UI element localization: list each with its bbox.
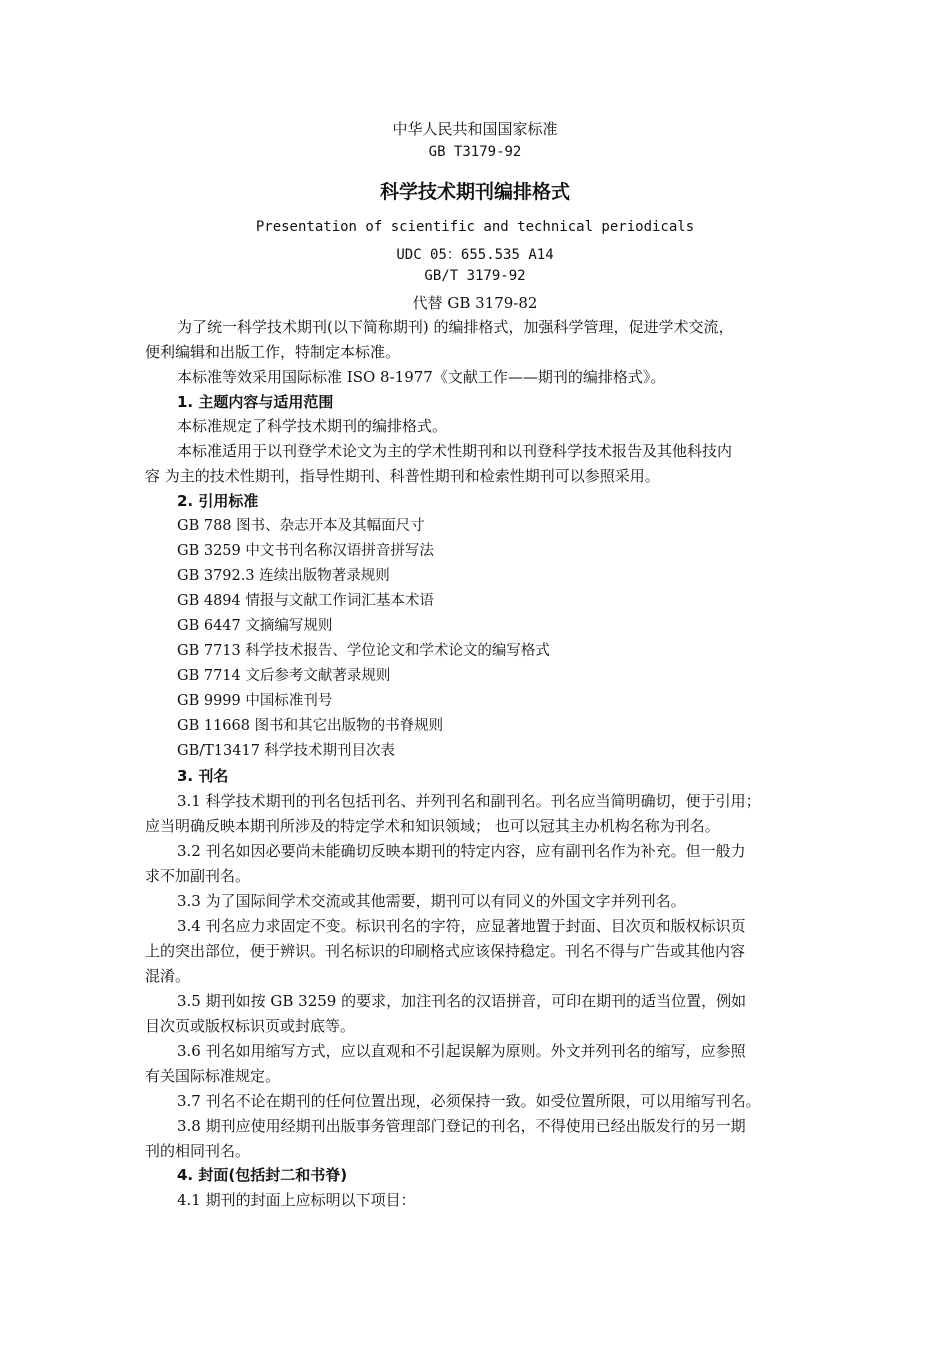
clause-line: 3.8 期刊应使用经期刊出版事务管理部门登记的刊名，不得使用已经出版发行的另一期	[177, 1117, 746, 1135]
section-heading: 1. 主题内容与适用范围	[177, 393, 334, 411]
paragraph-line: 容 为主的技术性期刊，指导性期刊、科普性期刊和检索性期刊可以参照采用。	[145, 467, 660, 485]
clause-line: 3.2 刊名如因必要尚未能确切反映本期刊的特定内容，应有副刊名作为补充。但一般力	[177, 842, 746, 860]
clause-line: 3.6 刊名如用缩写方式，应以直观和不引起误解为原则。外文并列刊名的缩写，应参照	[177, 1042, 746, 1060]
reference-item: GB/T13417 科学技术期刊目次表	[177, 743, 396, 759]
clause-line: 目次页或版权标识页或封底等。	[145, 1017, 356, 1035]
intro-paragraph-line: 便利编辑和出版工作，特制定本标准。	[145, 343, 401, 361]
reference-item: GB 3792.3 连续出版物著录规则	[177, 568, 390, 584]
paragraph-line: 本标准规定了科学技术期刊的编排格式。	[177, 417, 448, 435]
clause-line: 刊的相同刊名。	[145, 1142, 251, 1160]
page-title: 科学技术期刊编排格式	[379, 181, 570, 203]
clause-line: 混淆。	[145, 967, 191, 985]
section-heading: 4. 封面(包括封二和书脊)	[177, 1166, 348, 1184]
intro-paragraph-line: 为了统一科学技术期刊(以下简称期刊) 的编排格式，加强科学管理，促进学术交流，	[177, 318, 734, 336]
reference-item: GB 11668 图书和其它出版物的书脊规则	[177, 718, 444, 734]
reference-item: GB 9999 中国标准刊号	[177, 693, 333, 709]
english-title: Presentation of scientific and technical periodicals	[255, 219, 695, 235]
intro-adoption-note: 本标准等效采用国际标准 ISO 8-1977《文献工作——期刊的编排格式》。	[177, 368, 666, 386]
section-heading: 2. 引用标准	[177, 492, 259, 510]
replaces-note: 代替 GB 3179-82	[412, 294, 538, 312]
clause-line: 3.3 为了国际间学术交流或其他需要，期刊可以有同义的外国文字并列刊名。	[177, 892, 686, 910]
clause-line: 4.1 期刊的封面上应标明以下项目：	[177, 1191, 416, 1209]
reference-item: GB 7714 文后参考文献著录规则	[177, 668, 391, 684]
gbt-code: GB/T 3179-92	[424, 268, 526, 284]
clause-line: 求不加副刊名。	[145, 867, 251, 885]
section-heading: 3. 刊名	[177, 767, 229, 785]
paragraph-line: 本标准适用于以刊登学术论文为主的学术性期刊和以刊登科学技术报告及其他科技内	[177, 442, 733, 460]
reference-item: GB 788 图书、杂志开本及其幅面尺寸	[177, 518, 425, 534]
reference-item: GB 3259 中文书刊名称汉语拼音拼写法	[177, 543, 434, 559]
clause-line: 上的突出部位，便于辨识。刊名标识的印刷格式应该保持稳定。刊名不得与广告或其他内容	[145, 942, 746, 960]
reference-item: GB 4894 情报与文献工作词汇基本术语	[177, 593, 434, 609]
clause-line: 3.5 期刊如按 GB 3259 的要求，加注刊名的汉语拼音，可印在期刊的适当位置，例如	[177, 992, 747, 1010]
clause-line: 3.1 科学技术期刊的刊名包括刊名、并列刊名和副刊名。刊名应当简明确切，便于引用；	[177, 792, 761, 810]
standard-code: GB T3179-92	[428, 144, 522, 160]
udc-code: UDC 05：655.535 A14	[396, 247, 554, 263]
clause-line: 有关国际标准规定。	[145, 1067, 281, 1085]
issuing-organization: 中华人民共和国国家标准	[392, 120, 558, 138]
clause-line: 3.4 刊名应力求固定不变。标识刊名的字符，应显著地置于封面、目次页和版权标识页	[177, 917, 746, 935]
reference-item: GB 6447 文摘编写规则	[177, 618, 333, 634]
clause-line: 3.7 刊名不论在期刊的任何位置出现，必须保持一致。如受位置所限，可以用缩写刊名。	[177, 1092, 761, 1110]
reference-item: GB 7713 科学技术报告、学位论文和学术论文的编写格式	[177, 643, 550, 659]
clause-line: 应当明确反映本期刊所涉及的特定学术和知识领域； 也可以冠其主办机构名称为刊名。	[145, 817, 720, 835]
